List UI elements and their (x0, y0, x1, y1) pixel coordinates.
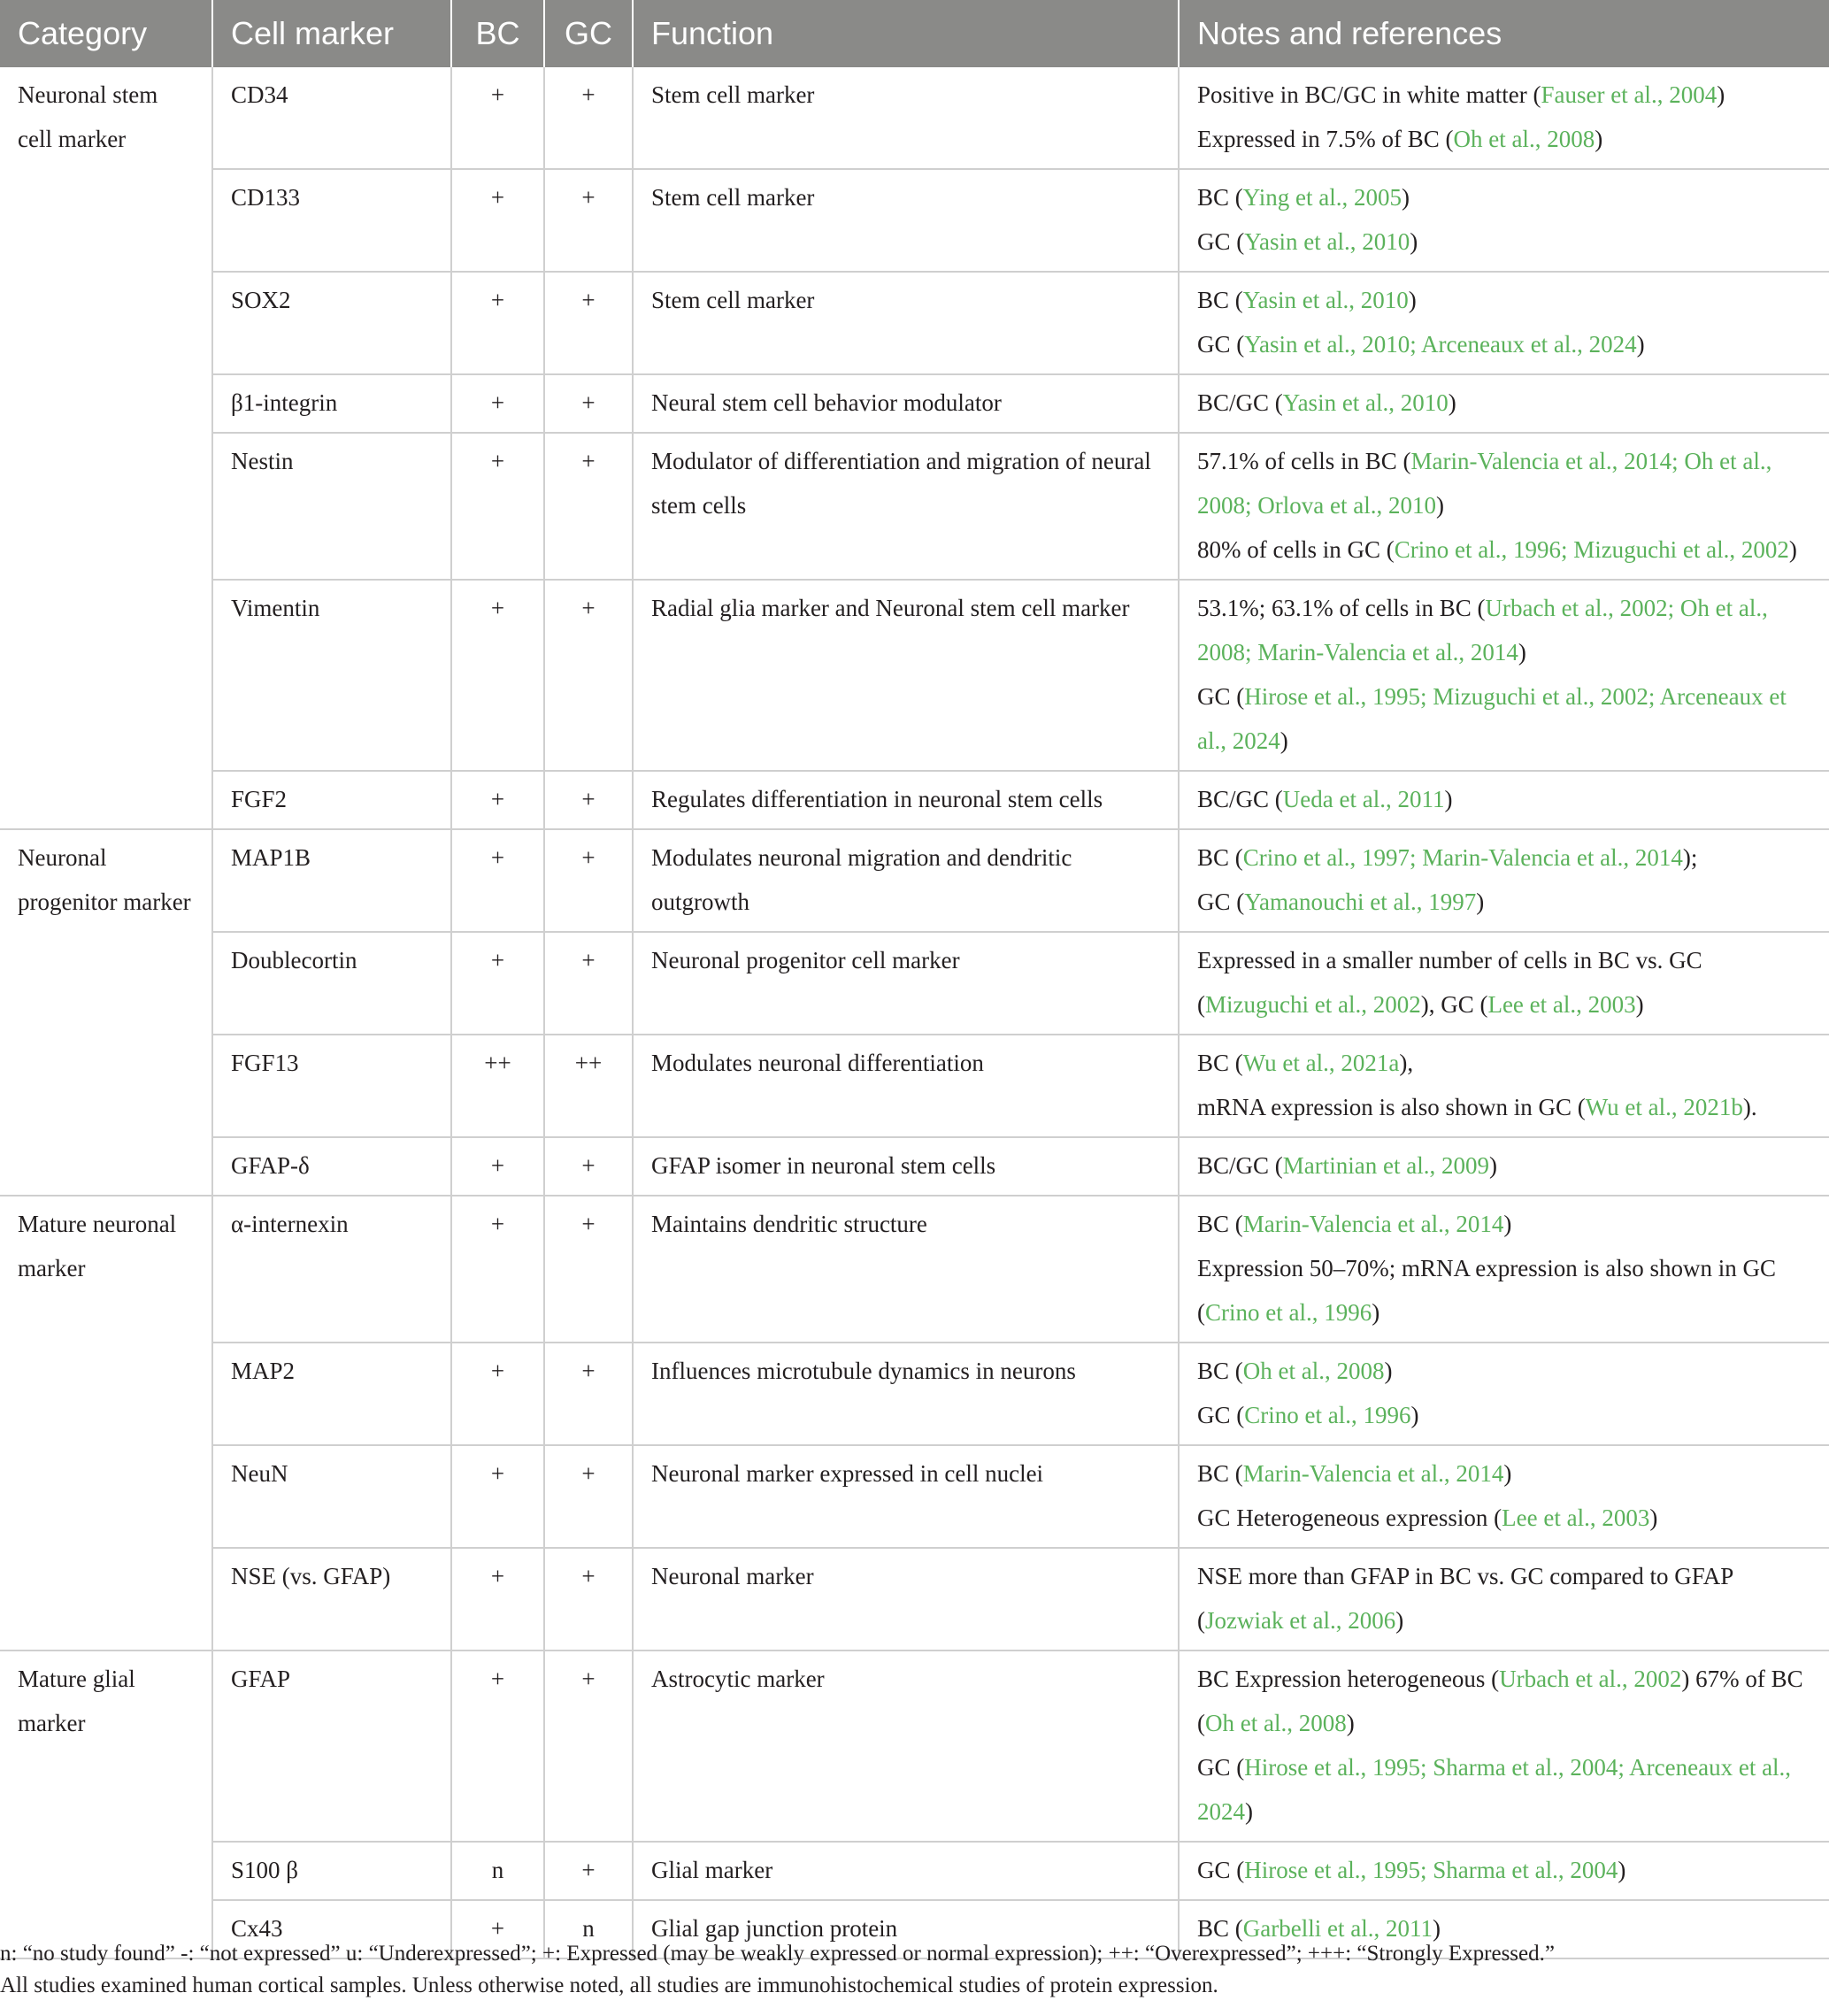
reference-link[interactable]: Yasin et al., 2010 (1282, 389, 1449, 416)
reference-link[interactable]: Hirose et al., 1995; Sharma et al., 2004; Arceneaux et al., 2024 (1197, 1754, 1792, 1825)
notes-text: ); (1682, 844, 1698, 871)
cell-marker-cell: FGF13 (212, 1035, 451, 1137)
notes-text: ) (1595, 126, 1603, 152)
cell-marker-cell: Nestin (212, 433, 451, 580)
table-row (0, 1196, 1829, 1343)
gc-cell: ++ (544, 1035, 633, 1137)
cell-marker-cell: GFAP (212, 1651, 451, 1842)
table-row (0, 374, 1829, 433)
notes-text: GC ( (1197, 1857, 1245, 1883)
notes-text: ) (1717, 81, 1725, 108)
cell-marker-cell: α-internexin (212, 1196, 451, 1343)
notes-line (1197, 1451, 1811, 1496)
table-body (0, 67, 1829, 1958)
notes-text: BC ( (1197, 1915, 1243, 1942)
cell-marker-cell: NSE (vs. GFAP) (212, 1548, 451, 1651)
notes-text: 57.1% of cells in BC ( (1197, 448, 1411, 474)
notes-text: ) (1245, 1798, 1253, 1825)
function-cell: Regulates differentiation in neuronal stem cells (633, 771, 1179, 829)
gc-cell: + (544, 1548, 633, 1651)
notes-line (1197, 322, 1811, 366)
notes-text: ) (1435, 492, 1444, 519)
notes-cell (1179, 272, 1829, 374)
cell-marker-cell: FGF2 (212, 771, 451, 829)
notes-line (1197, 1041, 1811, 1085)
function-cell: Radial glia marker and Neuronal stem cell marker (633, 580, 1179, 771)
reference-link[interactable]: Lee et al., 2003 (1487, 991, 1636, 1018)
notes-text: ) 67% of BC ( (1197, 1666, 1803, 1736)
reference-link[interactable]: Mizuguchi et al., 2002 (1205, 991, 1421, 1018)
notes-text: BC ( (1197, 1460, 1243, 1487)
reference-link[interactable]: Crino et al., 1996 (1244, 1402, 1411, 1428)
header-function: Function (633, 0, 1179, 67)
notes-text: GC ( (1197, 228, 1245, 255)
notes-line (1197, 73, 1811, 117)
notes-line (1197, 1085, 1811, 1129)
header-gc: GC (544, 0, 633, 67)
notes-cell (1179, 580, 1829, 771)
notes-text: BC Expression heterogeneous ( (1197, 1666, 1500, 1692)
reference-link[interactable]: Yasin et al., 2010 (1242, 287, 1409, 313)
function-cell: Glial gap junction protein (633, 1900, 1179, 1958)
reference-link[interactable]: Urbach et al., 2002 (1499, 1666, 1682, 1692)
cell-marker-cell: GFAP-δ (212, 1137, 451, 1196)
bc-cell: + (451, 433, 544, 580)
header-notes: Notes and references (1179, 0, 1829, 67)
cell-marker-cell: SOX2 (212, 272, 451, 374)
notes-text: ). (1742, 1094, 1757, 1120)
reference-link[interactable]: Lee et al., 2003 (1502, 1504, 1650, 1531)
function-cell: Stem cell marker (633, 169, 1179, 272)
notes-text: Expressed in 7.5% of BC ( (1197, 126, 1454, 152)
reference-link[interactable]: Crino et al., 1997; Marin-Valencia et al., 2014 (1242, 844, 1683, 871)
notes-text: GC ( (1197, 1402, 1245, 1428)
function-cell: Modulator of differentiation and migration of neural stem cells (633, 433, 1179, 580)
notes-text: Expressed in a smaller number of cells in BC vs. GC ( (1197, 947, 1702, 1018)
function-cell: Maintains dendritic structure (633, 1196, 1179, 1343)
notes-text: ) (1503, 1460, 1512, 1487)
cell-marker-cell: MAP1B (212, 829, 451, 932)
cell-marker-cell: MAP2 (212, 1343, 451, 1445)
notes-text: ) (1635, 991, 1644, 1018)
header-cell-marker: Cell marker (212, 0, 451, 67)
function-cell: Neuronal marker expressed in cell nuclei (633, 1445, 1179, 1548)
table-row (0, 272, 1829, 374)
notes-cell (1179, 169, 1829, 272)
notes-line (1197, 1202, 1811, 1246)
notes-line (1197, 117, 1811, 161)
header-category: Category (0, 0, 212, 67)
reference-link[interactable]: Jozwiak et al., 2006 (1205, 1607, 1396, 1634)
reference-link[interactable]: Oh et al., 2008 (1453, 126, 1595, 152)
reference-link[interactable]: Oh et al., 2008 (1242, 1358, 1385, 1384)
notes-text: BC ( (1197, 287, 1243, 313)
reference-link[interactable]: Yasin et al., 2010 (1244, 228, 1410, 255)
bc-cell: + (451, 829, 544, 932)
table-row (0, 1651, 1829, 1842)
reference-link[interactable]: Wu et al., 2021b (1585, 1094, 1743, 1120)
notes-line (1197, 586, 1811, 674)
notes-text: mRNA expression is also shown in GC ( (1197, 1094, 1586, 1120)
notes-text: ) (1402, 184, 1410, 211)
cell-marker-cell: β1-integrin (212, 374, 451, 433)
notes-text: ) (1476, 889, 1485, 915)
reference-link[interactable]: Yasin et al., 2010; Arceneaux et al., 2024 (1244, 331, 1637, 358)
notes-text: GC ( (1197, 889, 1245, 915)
category-cell: Mature glial marker (0, 1651, 212, 1958)
function-cell: GFAP isomer in neuronal stem cells (633, 1137, 1179, 1196)
table-row (0, 433, 1829, 580)
notes-line (1197, 1349, 1811, 1393)
notes-text: BC ( (1197, 1211, 1243, 1237)
function-cell: Astrocytic marker (633, 1651, 1179, 1842)
bc-cell: ++ (451, 1035, 544, 1137)
reference-link[interactable]: Marin-Valencia et al., 2014 (1242, 1211, 1504, 1237)
notes-cell (1179, 1548, 1829, 1651)
notes-text: ) (1408, 287, 1417, 313)
notes-text: ) (1395, 1607, 1404, 1634)
notes-line (1197, 1657, 1811, 1745)
notes-text: Positive in BC/GC in white matter ( (1197, 81, 1541, 108)
notes-cell (1179, 1343, 1829, 1445)
reference-link[interactable]: Fauser et al., 2004 (1541, 81, 1718, 108)
notes-text: BC/GC ( (1197, 1152, 1283, 1179)
table-footnotes (0, 1938, 1829, 2002)
bc-cell: n (451, 1842, 544, 1900)
bc-cell: + (451, 580, 544, 771)
table-row (0, 67, 1829, 169)
notes-text: ) (1788, 536, 1797, 563)
gc-cell: + (544, 1651, 633, 1842)
gc-cell: + (544, 374, 633, 433)
function-cell: Influences microtubule dynamics in neurons (633, 1343, 1179, 1445)
notes-line (1197, 1143, 1811, 1188)
notes-text: BC ( (1197, 184, 1243, 211)
notes-line (1197, 278, 1811, 322)
notes-cell (1179, 1445, 1829, 1548)
gc-cell: + (544, 1842, 633, 1900)
table-row (0, 169, 1829, 272)
bc-cell: + (451, 1445, 544, 1548)
notes-line (1197, 938, 1811, 1027)
reference-link[interactable]: Hirose et al., 1995; Mizuguchi et al., 2002; Arceneaux et al., 2024 (1197, 683, 1787, 754)
gc-cell: + (544, 433, 633, 580)
notes-text: ), (1399, 1050, 1414, 1076)
notes-text: ) (1280, 727, 1288, 754)
notes-text: ) (1372, 1299, 1380, 1326)
bc-cell: + (451, 1343, 544, 1445)
notes-cell (1179, 829, 1829, 932)
reference-link[interactable]: Marin-Valencia et al., 2014; Oh et al., 2008; Orlova et al., 2010 (1197, 448, 1772, 519)
notes-text: ) (1410, 228, 1418, 255)
table-row (0, 1445, 1829, 1548)
notes-line (1197, 439, 1811, 527)
notes-line (1197, 1496, 1811, 1540)
function-cell: Stem cell marker (633, 67, 1179, 169)
gc-cell: + (544, 932, 633, 1035)
cell-marker-cell: CD133 (212, 169, 451, 272)
bc-cell: + (451, 771, 544, 829)
reference-link[interactable]: Hirose et al., 1995; Sharma et al., 2004 (1244, 1857, 1618, 1883)
notes-line (1197, 175, 1811, 219)
gc-cell: + (544, 829, 633, 932)
notes-cell (1179, 1196, 1829, 1343)
notes-text: BC ( (1197, 1050, 1243, 1076)
notes-text: ) (1432, 1915, 1441, 1942)
gc-cell: + (544, 771, 633, 829)
notes-line (1197, 1246, 1811, 1335)
notes-text: GC ( (1197, 683, 1245, 710)
function-cell: Neuronal marker (633, 1548, 1179, 1651)
notes-line (1197, 1745, 1811, 1834)
table-row (0, 1035, 1829, 1137)
notes-text: ) (1518, 639, 1526, 666)
notes-cell (1179, 1137, 1829, 1196)
reference-link[interactable]: Oh et al., 2008 (1205, 1710, 1347, 1736)
notes-cell (1179, 67, 1829, 169)
gc-cell: + (544, 580, 633, 771)
reference-link[interactable]: Marin-Valencia et al., 2014 (1242, 1460, 1504, 1487)
footnote-note: All studies examined human cortical samples. Unless otherwise noted, all studies are immunohistochemical studies of protein expression. (0, 1974, 1218, 1997)
notes-text: ) (1488, 1152, 1497, 1179)
cell-marker-cell: Cx43 (212, 1900, 451, 1958)
reference-link[interactable]: Crino et al., 1996 (1205, 1299, 1372, 1326)
function-cell: Modulates neuronal migration and dendritic outgrowth (633, 829, 1179, 932)
notes-text: ) (1649, 1504, 1658, 1531)
notes-text: GC ( (1197, 331, 1245, 358)
reference-link[interactable]: Crino et al., 1996; Mizuguchi et al., 2002 (1394, 536, 1789, 563)
notes-line (1197, 880, 1811, 924)
gc-cell: + (544, 1196, 633, 1343)
category-cell: Neuronal stem cell marker (0, 67, 212, 829)
table-row (0, 771, 1829, 829)
bc-cell: + (451, 169, 544, 272)
notes-text: ) (1410, 1402, 1419, 1428)
gc-cell: + (544, 272, 633, 374)
table-row (0, 932, 1829, 1035)
notes-text: ) (1618, 1857, 1626, 1883)
notes-line (1197, 527, 1811, 572)
cell-marker-cell: Vimentin (212, 580, 451, 771)
reference-link[interactable]: Ueda et al., 2011 (1282, 786, 1445, 812)
bc-cell: + (451, 1196, 544, 1343)
notes-text: ), GC ( (1420, 991, 1488, 1018)
notes-line (1197, 381, 1811, 425)
notes-text: Expression 50–70%; mRNA expression is also shown in GC ( (1197, 1255, 1776, 1326)
footnote-legend: n: “no study found” -: “not expressed” u: “Underexpressed”; +: Expressed (may be weakly expressed or normal expression); ++: “Overexpressed”; +++: “Strongly Expressed.” (0, 1942, 1555, 1966)
notes-text: ) (1636, 331, 1645, 358)
notes-line (1197, 1848, 1811, 1892)
gc-cell: + (544, 1137, 633, 1196)
notes-text: ) (1503, 1211, 1512, 1237)
table-row (0, 1842, 1829, 1900)
bc-cell: + (451, 67, 544, 169)
notes-line (1197, 219, 1811, 264)
bc-cell: + (451, 1137, 544, 1196)
function-cell: Neural stem cell behavior modulator (633, 374, 1179, 433)
gc-cell: + (544, 169, 633, 272)
notes-text: BC ( (1197, 1358, 1243, 1384)
reference-link[interactable]: Urbach et al., 2002; Oh et al., 2008; Marin-Valencia et al., 2014 (1197, 595, 1768, 666)
table-row (0, 580, 1829, 771)
table-row (0, 829, 1829, 932)
gc-cell: + (544, 1343, 633, 1445)
bc-cell: + (451, 1900, 544, 1958)
gc-cell: + (544, 67, 633, 169)
category-cell: Mature neuronal marker (0, 1196, 212, 1651)
notes-text: ) (1346, 1710, 1355, 1736)
bc-cell: + (451, 272, 544, 374)
cell-marker-cell: Doublecortin (212, 932, 451, 1035)
notes-text: ) (1384, 1358, 1393, 1384)
notes-text: GC Heterogeneous expression ( (1197, 1504, 1502, 1531)
reference-link[interactable]: Garbelli et al., 2011 (1242, 1915, 1433, 1942)
bc-cell: + (451, 374, 544, 433)
notes-text: NSE more than GFAP in BC vs. GC compared to GFAP ( (1197, 1563, 1733, 1634)
notes-cell (1179, 1651, 1829, 1842)
bc-cell: + (451, 1548, 544, 1651)
reference-link[interactable]: Martinian et al., 2009 (1282, 1152, 1489, 1179)
cell-marker-cell: CD34 (212, 67, 451, 169)
function-cell: Stem cell marker (633, 272, 1179, 374)
reference-link[interactable]: Wu et al., 2021a (1242, 1050, 1400, 1076)
category-cell: Neuronal progenitor marker (0, 829, 212, 1196)
function-cell: Neuronal progenitor cell marker (633, 932, 1179, 1035)
notes-cell (1179, 433, 1829, 580)
notes-line (1197, 1554, 1811, 1643)
gc-cell: n (544, 1900, 633, 1958)
notes-text: 80% of cells in GC ( (1197, 536, 1395, 563)
function-cell: Glial marker (633, 1842, 1179, 1900)
bc-cell: + (451, 932, 544, 1035)
notes-line (1197, 1393, 1811, 1437)
notes-text: ) (1444, 786, 1453, 812)
notes-line (1197, 835, 1811, 880)
notes-line (1197, 674, 1811, 763)
notes-line (1197, 777, 1811, 821)
notes-text: BC/GC ( (1197, 389, 1283, 416)
notes-cell (1179, 932, 1829, 1035)
header-bc: BC (451, 0, 544, 67)
bc-cell: + (451, 1651, 544, 1842)
gc-cell: + (544, 1445, 633, 1548)
reference-link[interactable]: Yamanouchi et al., 1997 (1244, 889, 1477, 915)
header-row (0, 0, 1829, 67)
table-row (0, 1137, 1829, 1196)
cell-marker-cell: NeuN (212, 1445, 451, 1548)
notes-text: BC/GC ( (1197, 786, 1283, 812)
notes-cell (1179, 1035, 1829, 1137)
notes-cell (1179, 374, 1829, 433)
table-row (0, 1343, 1829, 1445)
notes-text: 53.1%; 63.1% of cells in BC ( (1197, 595, 1486, 621)
table-row (0, 1548, 1829, 1651)
notes-cell (1179, 1842, 1829, 1900)
function-cell: Modulates neuronal differentiation (633, 1035, 1179, 1137)
notes-text: ) (1448, 389, 1456, 416)
cell-marker-cell: S100 β (212, 1842, 451, 1900)
notes-cell (1179, 771, 1829, 829)
notes-text: BC ( (1197, 844, 1243, 871)
notes-text: GC ( (1197, 1754, 1245, 1781)
reference-link[interactable]: Ying et al., 2005 (1242, 184, 1402, 211)
